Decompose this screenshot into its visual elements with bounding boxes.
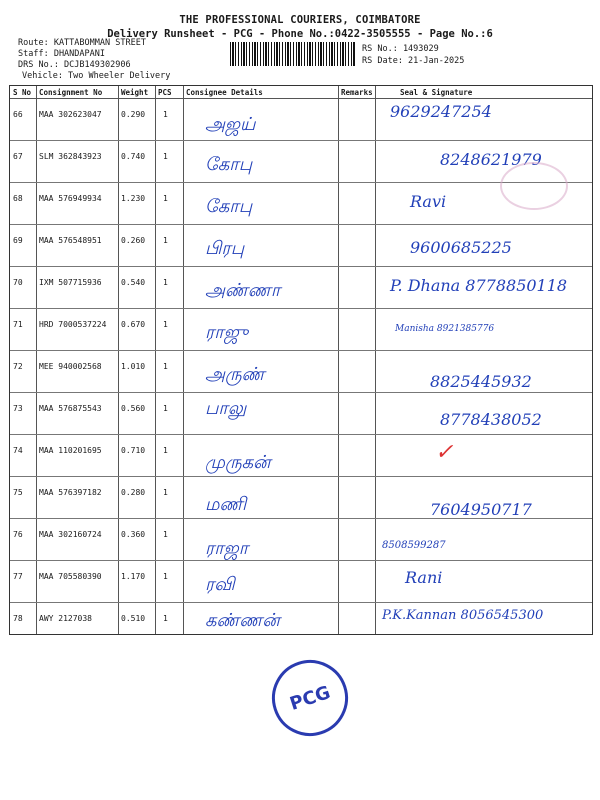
- row-pcs: 1: [163, 194, 168, 203]
- row-weight: 0.360: [121, 530, 146, 539]
- handwritten-signature: 8825445932: [430, 372, 532, 391]
- row-weight: 0.540: [121, 278, 146, 287]
- header-weight: Weight: [121, 88, 149, 97]
- handwritten-signature: P.K.Kannan 8056545300: [382, 608, 544, 623]
- row-weight: 0.670: [121, 320, 146, 329]
- handwritten-consignee: ராஜு: [205, 322, 249, 343]
- header-pcs: PCS: [158, 88, 172, 97]
- check-mark-icon: ✓: [435, 440, 454, 465]
- row-pcs: 1: [163, 278, 168, 287]
- row-sno: 66: [13, 110, 23, 119]
- rs-number: RS No.: 1493029: [362, 44, 439, 54]
- table-row: [10, 434, 592, 477]
- handwritten-consignee: முருகன்: [205, 452, 271, 473]
- runsheet-table: [9, 85, 593, 635]
- handwritten-signature: 7604950717: [430, 500, 532, 519]
- handwritten-consignee: கோபு: [205, 154, 253, 175]
- row-pcs: 1: [163, 236, 168, 245]
- table-row: [10, 476, 592, 519]
- route-label: Route: KATTABOMMAN STREET: [18, 38, 146, 48]
- row-weight: 1.010: [121, 362, 146, 371]
- row-sno: 70: [13, 278, 23, 287]
- row-pcs: 1: [163, 362, 168, 371]
- row-weight: 0.510: [121, 614, 146, 623]
- row-consignment: MAA 576397182: [39, 488, 102, 497]
- header-seal: Seal & Signature: [400, 88, 473, 97]
- handwritten-consignee: அண்ணா: [205, 280, 281, 301]
- row-consignment: MAA 302160724: [39, 530, 102, 539]
- pcg-stamp: PCG: [262, 650, 358, 746]
- row-sno: 72: [13, 362, 23, 371]
- row-consignment: MAA 576949934: [39, 194, 102, 203]
- handwritten-signature: Manisha 8921385776: [395, 324, 495, 334]
- row-sno: 73: [13, 404, 23, 413]
- row-sno: 71: [13, 320, 23, 329]
- vehicle-label: Vehicle: Two Wheeler Delivery: [22, 71, 171, 81]
- row-sno: 67: [13, 152, 23, 161]
- row-weight: 0.260: [121, 236, 146, 245]
- row-pcs: 1: [163, 614, 168, 623]
- handwritten-consignee: பிரபு: [205, 238, 245, 259]
- row-pcs: 1: [163, 530, 168, 539]
- rs-date: RS Date: 21-Jan-2025: [362, 56, 465, 66]
- header-consignment: Consignment No: [39, 88, 103, 97]
- handwritten-consignee: கண்ணன்: [205, 610, 280, 631]
- table-row: [10, 308, 592, 351]
- handwritten-signature: 9600685225: [410, 238, 512, 257]
- row-weight: 0.740: [121, 152, 146, 161]
- row-sno: 69: [13, 236, 23, 245]
- row-pcs: 1: [163, 110, 168, 119]
- header-sno: S No: [13, 88, 32, 97]
- staff-label: Staff: DHANDAPANI: [18, 49, 105, 59]
- table-row: [10, 224, 592, 267]
- handwritten-signature: P. Dhana 8778850118: [390, 276, 568, 295]
- header-remarks: Remarks: [341, 88, 373, 97]
- table-row: [10, 518, 592, 561]
- table-row: [10, 350, 592, 393]
- row-consignment: SLM 362843923: [39, 152, 102, 161]
- row-weight: 0.290: [121, 110, 146, 119]
- row-consignment: MAA 576875543: [39, 404, 102, 413]
- handwritten-signature: 8508599287: [382, 540, 446, 551]
- row-pcs: 1: [163, 404, 168, 413]
- row-consignment: IXM 507715936: [39, 278, 102, 287]
- handwritten-consignee: கோபு: [205, 196, 253, 217]
- faded-seal-stamp: [500, 162, 568, 210]
- row-consignment: AWY 2127038: [39, 614, 92, 623]
- row-sno: 74: [13, 446, 23, 455]
- row-pcs: 1: [163, 320, 168, 329]
- row-consignment: HRD 7000537224: [39, 320, 107, 329]
- handwritten-consignee: ராஜா: [205, 538, 249, 559]
- handwritten-signature: 8248621979: [440, 150, 542, 169]
- handwritten-signature: Ravi: [410, 192, 447, 211]
- handwritten-signature: Rani: [405, 568, 443, 587]
- handwritten-signature: 8778438052: [440, 410, 542, 429]
- drs-label: DRS No.: DCJB149302906: [18, 60, 131, 70]
- row-weight: 0.280: [121, 488, 146, 497]
- row-consignment: MAA 576548951: [39, 236, 102, 245]
- row-weight: 1.230: [121, 194, 146, 203]
- handwritten-signature: 9629247254: [390, 102, 492, 121]
- row-sno: 76: [13, 530, 23, 539]
- table-row: [10, 266, 592, 309]
- handwritten-consignee: பாலு: [205, 398, 247, 419]
- handwritten-consignee: மணி: [205, 494, 247, 515]
- header-consignee: Consignee Details: [186, 88, 263, 97]
- table-row: [10, 392, 592, 435]
- handwritten-consignee: ரவி: [205, 574, 235, 595]
- row-sno: 68: [13, 194, 23, 203]
- row-pcs: 1: [163, 572, 168, 581]
- row-weight: 0.560: [121, 404, 146, 413]
- row-sno: 78: [13, 614, 23, 623]
- row-weight: 1.170: [121, 572, 146, 581]
- table-row: [10, 98, 592, 141]
- table-row: [10, 602, 592, 644]
- row-consignment: MAA 110201695: [39, 446, 102, 455]
- row-consignment: MAA 302623047: [39, 110, 102, 119]
- row-sno: 77: [13, 572, 23, 581]
- row-sno: 75: [13, 488, 23, 497]
- row-consignment: MEE 940002568: [39, 362, 102, 371]
- row-pcs: 1: [163, 446, 168, 455]
- row-pcs: 1: [163, 488, 168, 497]
- table-row: [10, 560, 592, 603]
- runsheet-title: Delivery Runsheet - PCG - Phone No.:0422-3505555 - Page No.:6: [107, 28, 493, 40]
- handwritten-consignee: அருண்: [205, 364, 265, 385]
- row-weight: 0.710: [121, 446, 146, 455]
- company-title: THE PROFESSIONAL COURIERS, COIMBATORE: [179, 14, 421, 26]
- row-pcs: 1: [163, 152, 168, 161]
- barcode: [230, 42, 356, 66]
- handwritten-consignee: அஜய்: [205, 114, 256, 135]
- row-consignment: MAA 705580390: [39, 572, 102, 581]
